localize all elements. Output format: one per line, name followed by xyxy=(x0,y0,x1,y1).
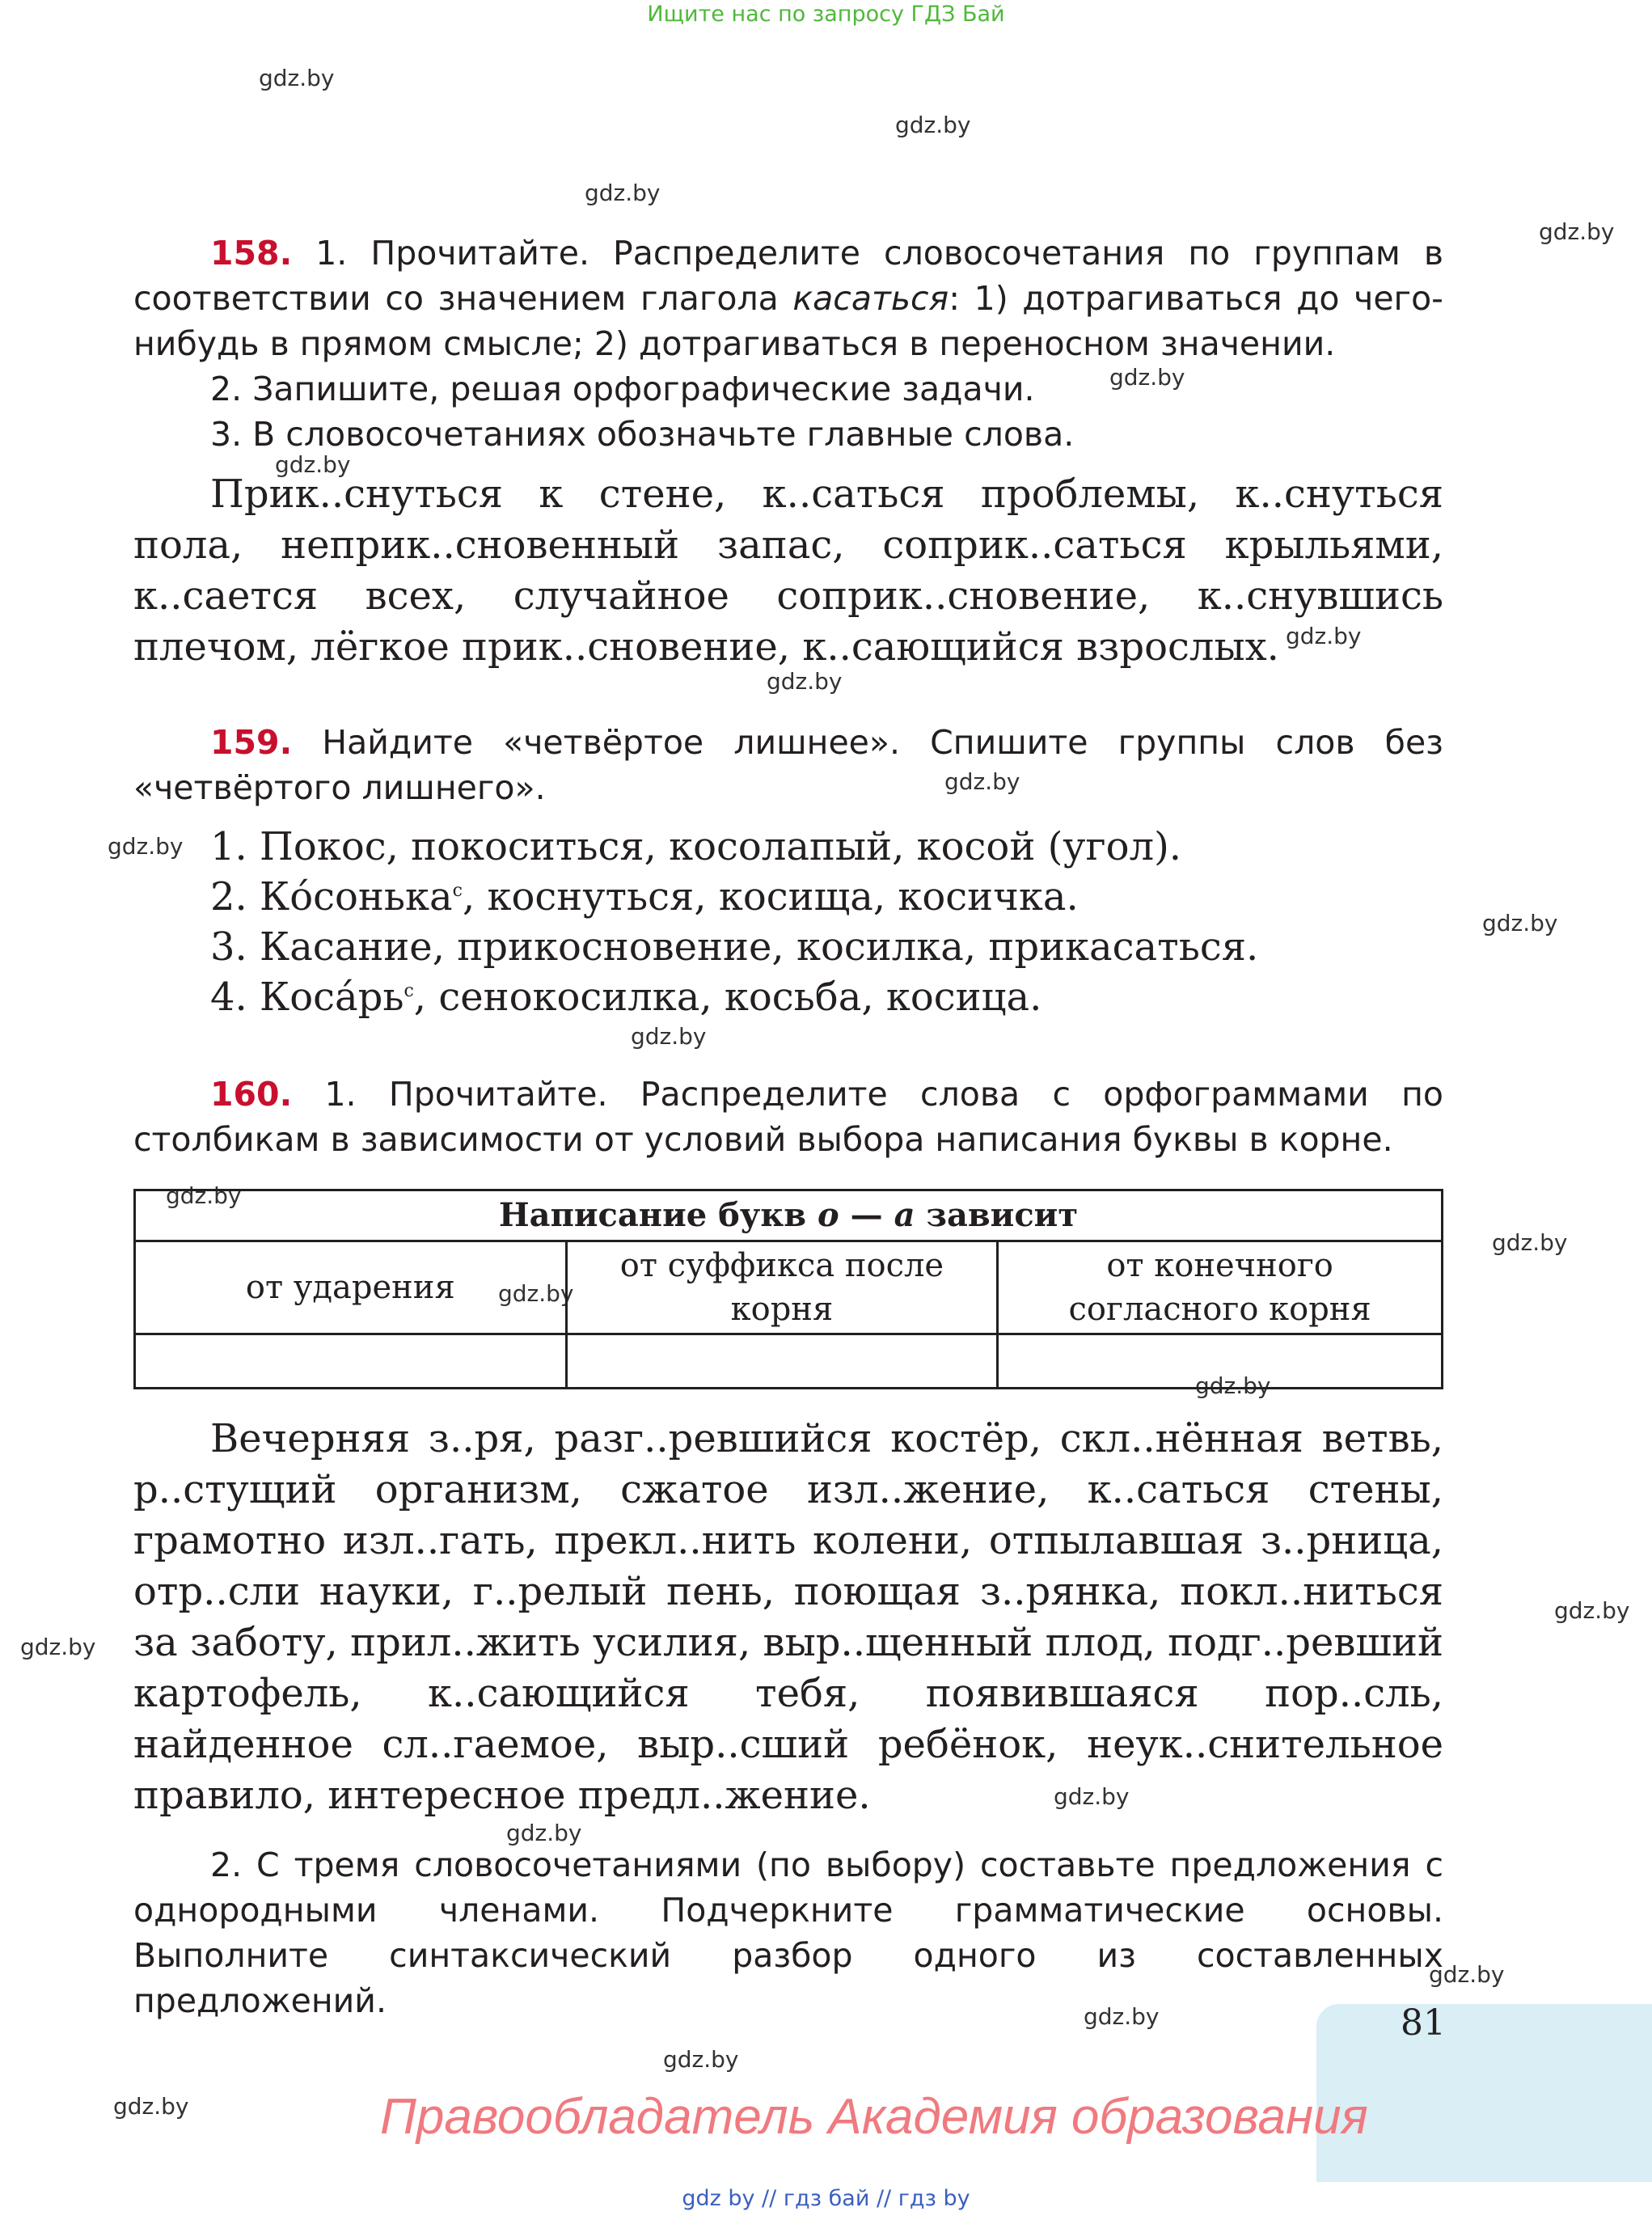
table-cell xyxy=(566,1334,998,1389)
watermark: gdz.by xyxy=(663,2046,739,2073)
exercise-159-list xyxy=(210,822,1423,1022)
watermark: gdz.by xyxy=(1109,364,1185,391)
watermark: gdz.by xyxy=(275,451,351,478)
watermark: gdz.by xyxy=(1539,218,1615,245)
table-header: Написание букв о — а зависит xyxy=(135,1190,1443,1241)
watermark: gdz.by xyxy=(767,668,843,695)
task-3: 3. В словосочетаниях обозначьте главные слова. xyxy=(210,415,1075,454)
task-2: 2. Запишите, решая орфографические задачи. xyxy=(210,370,1035,408)
watermark: gdz.by xyxy=(259,65,335,91)
copyright-notice: Правообладатель Академия образования xyxy=(380,2089,1368,2145)
exercise-158-instructions: 158. 1. Прочитайте. Распределите словосочетания по группам в соответствии со значением глагола касаться: 1) дотрагиваться до чего-нибудь в прямом смысле; 2) дотрагиваться в переносном значении. 2. Запишите, решая орфографические задачи. 3. В словосочетаниях обозначьте главные слова. xyxy=(133,230,1443,457)
watermark: gdz.by xyxy=(1195,1372,1271,1399)
watermark: gdz.by xyxy=(498,1280,574,1307)
watermark: gdz.by xyxy=(1054,1783,1130,1810)
watermark: gdz.by xyxy=(166,1182,242,1209)
watermark: gdz.by xyxy=(585,180,661,206)
watermark: gdz.by xyxy=(944,768,1020,795)
spelling-table xyxy=(133,1189,1443,1389)
watermark: gdz.by xyxy=(506,1820,582,1846)
column-header: от конечного согласного корня xyxy=(998,1241,1443,1334)
column-header: от ударения xyxy=(135,1241,567,1334)
watermark: gdz.by xyxy=(1286,623,1362,649)
page-number: 81 xyxy=(1401,2002,1446,2044)
watermark: gdz.by xyxy=(895,112,971,138)
watermark: gdz.by xyxy=(108,833,184,860)
watermark: gdz.by xyxy=(1429,1961,1505,1988)
list-item: 3. Касание, прикосновение, косилка, прикасаться. xyxy=(210,924,1259,970)
table-cell xyxy=(998,1334,1443,1389)
exercise-number: 159. xyxy=(210,723,293,762)
exercise-160-instructions: 160. 1. Прочитайте. Распределите слова с орфограммами по столбикам в зависимости от условий выбора написания буквы в корне. xyxy=(133,1075,1443,1159)
exercise-number: 160. xyxy=(210,1075,293,1114)
list-item: 1. Покос, покоситься, косолапый, косой (угол). xyxy=(210,824,1182,869)
exercise-159-instructions: 159. Найдите «четвёртое лишнее». Спишите группы слов без «четвёртого лишнего». xyxy=(133,723,1443,807)
watermark: gdz.by xyxy=(113,2093,189,2120)
list-item: 2. Ко́сонька$^с$, коснуться, косища, косичка. xyxy=(210,874,1079,920)
watermark: gdz.by xyxy=(1482,910,1558,937)
list-item: 4. $Коса́рь^с$, сенокосилка, косьба, косица. xyxy=(210,975,1042,1020)
exercise-160-text: Вечерняя з..ря, разг..ревшийся костёр, скл..нённая ветвь, р..стущий организм, сжатое изл..жение, к..саться стены, грамотно изл..гать, прекл..нить колени, отпылавшая з..рница, отр..сли науки, г..релый пень, поющая з..рянка, покл..ниться за заботу, прил..жить усилия, выр..щенный плод, подг..ревший картофель, к..сающийся тебя, появившаяся пор..сль, найденное сл..гаемое, выр..сший ребёнок, неук..снительное правило, интересное предл..жение. xyxy=(133,1416,1443,1818)
bottom-banner[interactable]: gdz by // гдз бай // гдз by xyxy=(682,2186,970,2211)
watermark: gdz.by xyxy=(1554,1597,1630,1624)
watermark: gdz.by xyxy=(20,1634,96,1660)
exercise-158-text: Прик..снуться к стене, к..саться проблемы, к..снуться пола, неприк..сновенный запас, соприк..саться крыльями, к..сается всех, случайное соприк..сновение, к..снувшись плечом, лёгкое прик..сновение, к..сающийся взрослых. xyxy=(133,471,1443,670)
table-cell xyxy=(135,1334,567,1389)
watermark: gdz.by xyxy=(1084,2003,1160,2030)
exercise-160-task-2: 2. С тремя словосочетаниями (по выбору) составьте предложения с однородными членами. Подчеркните грамматические основы. Выполните синтаксический разбор одного из составленных предложений. xyxy=(133,1846,1443,2020)
exercise-number: 158. xyxy=(210,234,293,273)
watermark: gdz.by xyxy=(631,1023,707,1050)
column-header: от суффикса после корня xyxy=(566,1241,998,1334)
watermark: gdz.by xyxy=(1492,1229,1568,1256)
top-banner[interactable]: Ищите нас по запросу ГДЗ Бай xyxy=(647,2,1005,27)
